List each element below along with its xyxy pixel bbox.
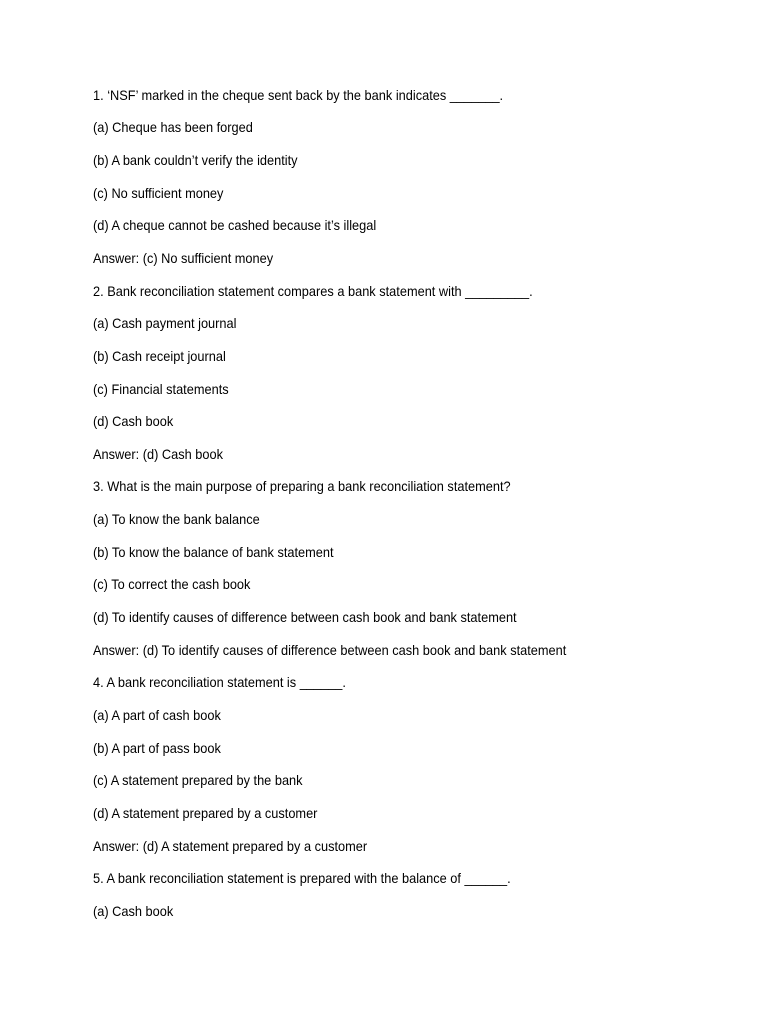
question-1-option-d: (d) A cheque cannot be cashed because it’s illegal	[93, 218, 377, 233]
question-3-option-b: (b) To know the balance of bank statement	[93, 545, 334, 560]
question-2-option-a: (a) Cash payment journal	[93, 316, 237, 331]
question-4-answer: Answer: (d) A statement prepared by a customer	[93, 839, 368, 854]
question-4-option-a: (a) A part of cash book	[93, 708, 221, 723]
question-1-option-a: (a) Cheque has been forged	[93, 120, 253, 135]
question-3-answer: Answer: (d) To identify causes of difference between cash book and bank statement	[93, 643, 567, 658]
question-3-option-d: (d) To identify causes of difference between cash book and bank statement	[93, 610, 517, 625]
question-2-option-c: (c) Financial statements	[93, 382, 229, 397]
question-5-text: 5. A bank reconciliation statement is prepared with the balance of ______.	[93, 871, 511, 886]
question-4-option-b: (b) A part of pass book	[93, 741, 221, 756]
question-2-answer: Answer: (d) Cash book	[93, 447, 223, 462]
question-4-text: 4. A bank reconciliation statement is ______.	[93, 675, 346, 690]
question-1-text: 1. ‘NSF’ marked in the cheque sent back by the bank indicates _______.	[93, 88, 504, 103]
question-3-option-c: (c) To correct the cash book	[93, 577, 251, 592]
question-3-text: 3. What is the main purpose of preparing a bank reconciliation statement?	[93, 479, 511, 494]
question-5-option-a: (a) Cash book	[93, 904, 174, 919]
question-1-answer: Answer: (c) No sufficient money	[93, 251, 274, 266]
question-4-option-d: (d) A statement prepared by a customer	[93, 806, 318, 821]
question-4-option-c: (c) A statement prepared by the bank	[93, 773, 303, 788]
question-2-option-d: (d) Cash book	[93, 414, 174, 429]
question-2-option-b: (b) Cash receipt journal	[93, 349, 226, 364]
question-1-option-c: (c) No sufficient money	[93, 186, 224, 201]
question-2-text: 2. Bank reconciliation statement compares a bank statement with _________.	[93, 284, 533, 299]
question-3-option-a: (a) To know the bank balance	[93, 512, 260, 527]
question-1-option-b: (b) A bank couldn’t verify the identity	[93, 153, 298, 168]
